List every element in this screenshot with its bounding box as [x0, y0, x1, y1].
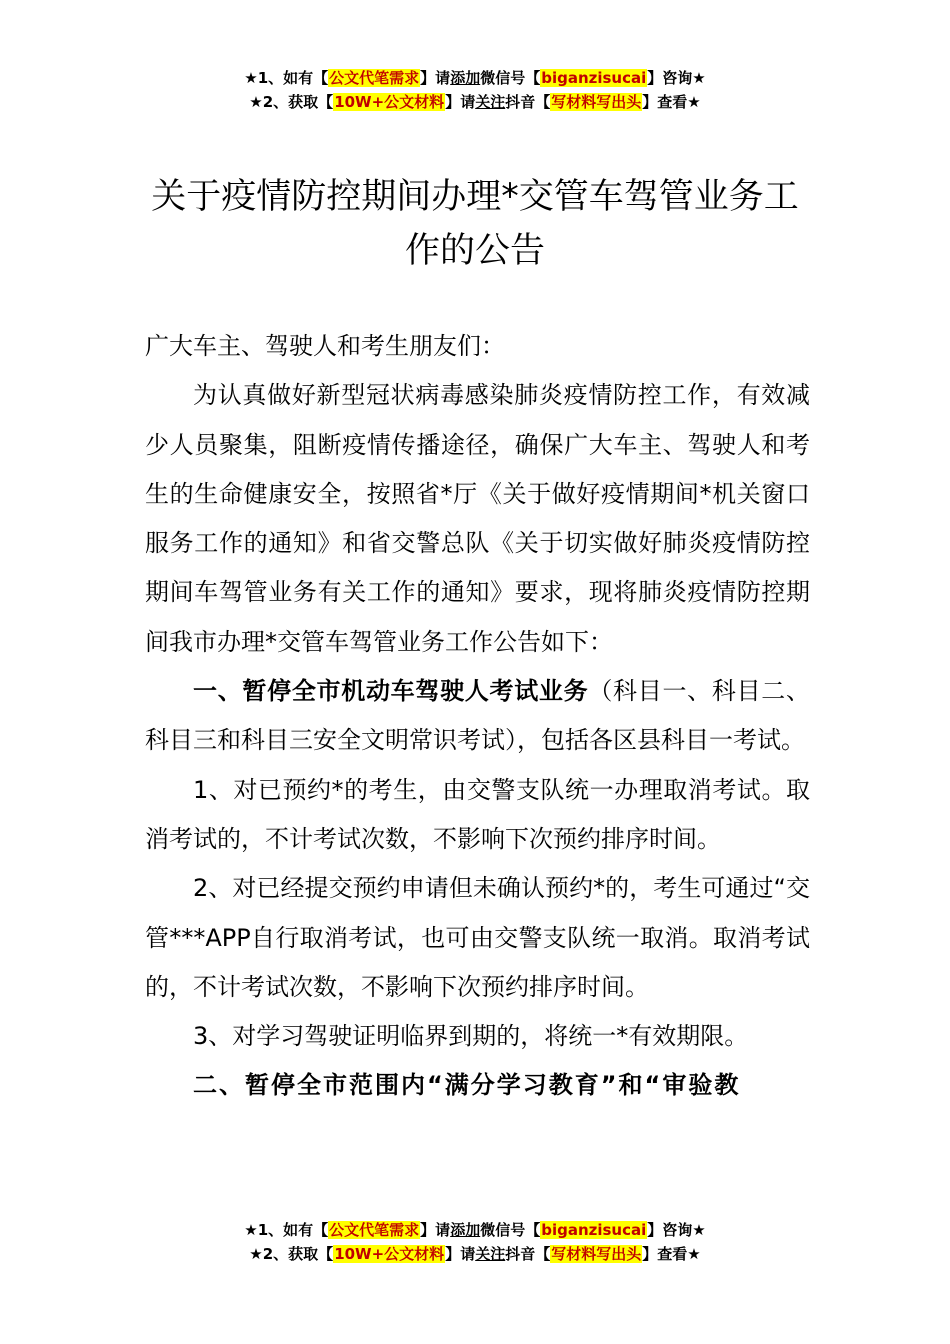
item-3-paragraph: 3、对学习驾驶证明临界到期的，将统一*有效期限。: [193, 1022, 749, 1051]
banner-text: 】请: [420, 1221, 451, 1239]
banner-underline: 添加: [450, 1221, 481, 1239]
banner-line-1: [0, 66, 950, 90]
section-1-paragraph: [145, 667, 810, 766]
banner-highlight: 写材料写出头: [551, 1245, 642, 1263]
banner-text: 】咨询★: [647, 69, 706, 87]
banner-text: ★2、获取【: [249, 1245, 334, 1263]
item-1-paragraph: 1、对已预约*的考生，由交警支队统一办理取消考试。取消考试的，不计考试次数，不影响下次预约排序时间。: [145, 775, 810, 853]
item-2-paragraph: 2、对已经提交预约申请但未确认预约*的，考生可通过“交管***APP自行取消考试，也可由交警支队统一取消。取消考试的，不计考试次数，不影响下次预约排序时间。: [145, 874, 810, 1001]
top-banner: [0, 66, 950, 114]
section-1-text: （科目一、科目二、科目三和科目三安全文明常识考试），包括各区县科目一考试。: [145, 677, 811, 755]
banner-text: ★2、获取【: [249, 93, 334, 111]
banner-underline: 添加: [450, 69, 481, 87]
banner-line-2: [0, 90, 950, 114]
banner-line-2: [0, 1242, 950, 1266]
banner-text: 抖音【: [505, 1245, 551, 1263]
banner-highlight: 公文代笔需求: [329, 1221, 420, 1239]
banner-highlight: 10W+公文材料: [334, 1245, 445, 1263]
banner-text: 微信号【: [480, 69, 541, 87]
banner-text: 】查看★: [642, 1245, 701, 1263]
banner-text: ★1、如有【: [244, 1221, 329, 1239]
banner-text: 】咨询★: [647, 1221, 706, 1239]
banner-text: 】查看★: [642, 93, 701, 111]
banner-line-1: [0, 1218, 950, 1242]
banner-highlight: 10W+公文材料: [334, 93, 445, 111]
banner-highlight: biganzisucai: [541, 1221, 647, 1239]
document-title: 关于疫情防控期间办理*交管车驾管业务工作的公告: [151, 177, 799, 271]
intro-paragraph: 为认真做好新型冠状病毒感染肺炎疫情防控工作，有效减少人员聚集，阻断疫情传播途径，确保广大车主、驾驶人和考生的生命健康安全，按照省*厅《关于做好疫情期间*机关窗口服务工作的通知》和省交警总队《关于切实做好肺炎疫情防控期间车驾管业务有关工作的通知》要求，现将肺炎疫情防控期间我市办理*交管车驾管业务工作公告如下：: [145, 381, 810, 656]
banner-text: 】请: [445, 1245, 476, 1263]
banner-highlight: 公文代笔需求: [329, 69, 420, 87]
banner-text: 】请: [420, 69, 451, 87]
section-2-heading: 二、暂停全市范围内“满分学习教育”和“审验教: [193, 1071, 741, 1100]
banner-highlight: biganzisucai: [541, 69, 647, 87]
banner-highlight: 写材料写出头: [551, 93, 642, 111]
document-body: [145, 322, 810, 1111]
salutation: 广大车主、驾驶人和考生朋友们：: [145, 332, 505, 360]
banner-underline: 关注: [475, 1245, 506, 1263]
section-1-heading: 一、暂停全市机动车驾驶人考试业务: [193, 677, 589, 706]
banner-text: 抖音【: [505, 93, 551, 111]
banner-text: 】请: [445, 93, 476, 111]
banner-underline: 关注: [475, 93, 506, 111]
banner-text: ★1、如有【: [244, 69, 329, 87]
bottom-banner: [0, 1218, 950, 1266]
banner-text: 微信号【: [480, 1221, 541, 1239]
